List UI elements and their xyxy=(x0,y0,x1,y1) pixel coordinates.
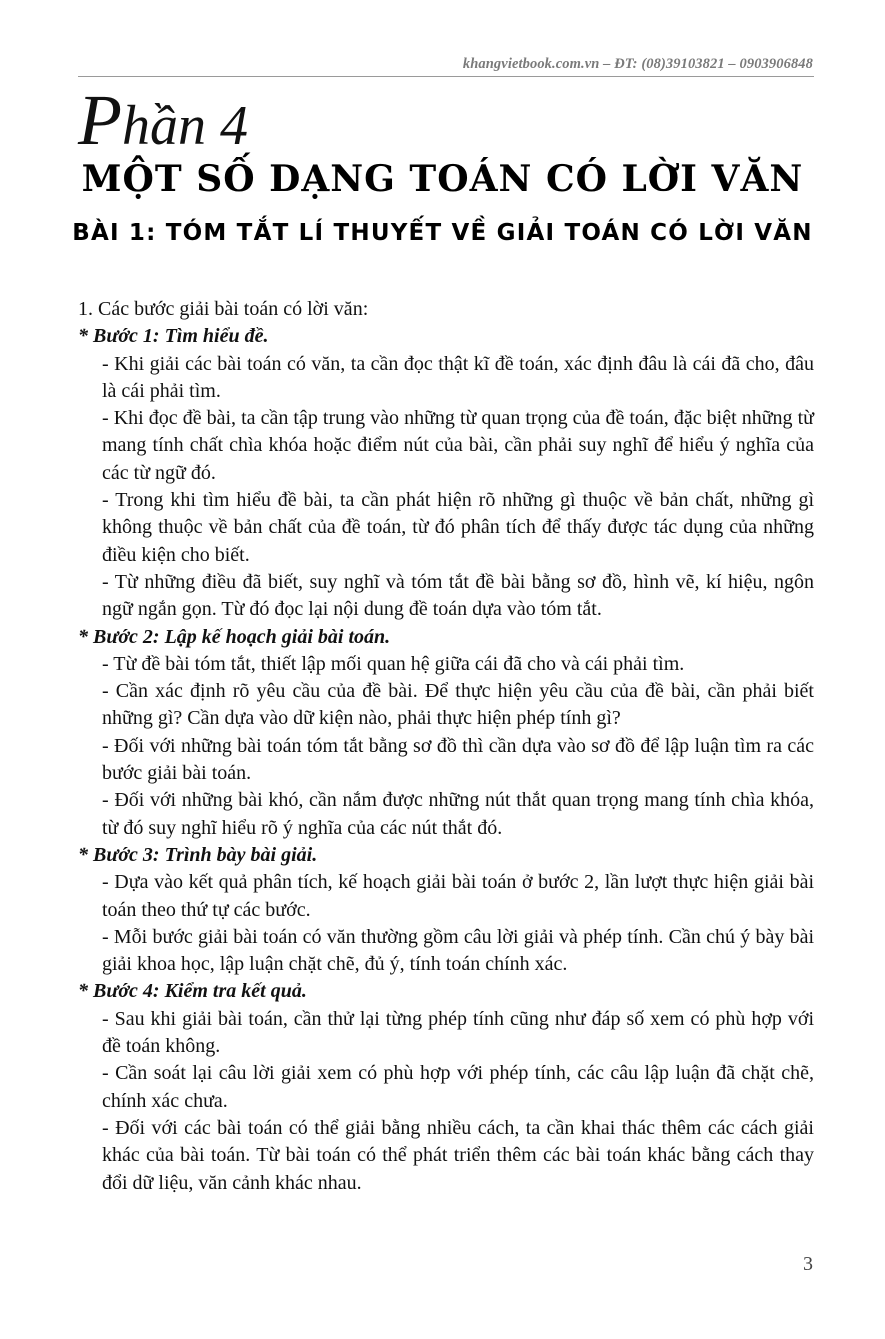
step-4-paragraph: - Sau khi giải bài toán, cần thử lại từng phép tính cũng như đáp số xem có phù hợp với đề toán không. xyxy=(102,1007,814,1058)
step-3-paragraph: - Mỗi bước giải bài toán có văn thường gồm câu lời giải và phép tính. Cần chú ý bày bài giải khoa học, lập luận chặt chẽ, đủ ý, tính toán chính xác. xyxy=(102,925,814,976)
running-header: khangvietbook.com.vn – ĐT: (08)39103821 – 0903906848 xyxy=(462,56,813,72)
step-2-paragraph: - Từ đề bài tóm tắt, thiết lập mối quan hệ giữa cái đã cho và cái phải tìm. xyxy=(102,652,685,675)
step-3-title: * Bước 3: Trình bày bài giải. xyxy=(78,843,318,866)
step-4-title: * Bước 4: Kiểm tra kết quả. xyxy=(78,980,307,1003)
step-1-paragraph: - Khi đọc đề bài, ta cần tập trung vào những từ quan trọng của đề toán, đặc biệt những từ mang tính chất chìa khóa hoặc điểm nút của bài, cần phải suy nghĩ để hiểu ý nghĩa của các từ ngữ đó. xyxy=(102,407,814,484)
part-title-rest: hần 4 xyxy=(121,95,248,157)
step-2-paragraph: - Đối với những bài khó, cần nắm được những nút thắt quan trọng mang tính chìa khóa, từ đó suy nghĩ hiểu rõ ý nghĩa của các nút thắt đó. xyxy=(102,789,814,839)
step-3-paragraph: - Dựa vào kết quả phân tích, kế hoạch giải bài toán ở bước 2, lần lượt thực hiện giải bài toán theo thứ tự các bước. xyxy=(102,871,814,921)
step-1-paragraph: - Trong khi tìm hiểu đề bài, ta cần phát hiện rõ những gì thuộc về bản chất, những gì không thuộc về bản chất của đề toán, từ đó phân tích để thấy được tác dụng của những điều kiện cho biết. xyxy=(102,489,814,566)
step-2-paragraph: - Cần xác định rõ yêu cầu của đề bài. Để thực hiện yêu cầu của đề bài, cần phải biết những gì? Cần dựa vào dữ kiện nào, phải thực hiện phép tính gì? xyxy=(102,680,814,730)
part-title-initial: P xyxy=(78,80,122,160)
body-content xyxy=(78,296,814,1197)
page-number: 3 xyxy=(803,1253,813,1275)
step-1-paragraph: - Khi giải các bài toán có văn, ta cần đọc thật kĩ đề toán, xác định đâu là cái đã cho, đâu là cái phải tìm. xyxy=(102,352,814,402)
chapter-title: MỘT SỐ DẠNG TOÁN CÓ LỜI VĂN xyxy=(81,158,804,200)
step-2-paragraph: - Đối với những bài toán tóm tắt bằng sơ đồ thì cần dựa vào sơ đồ để lập luận tìm ra các bước giải bài toán. xyxy=(102,734,814,785)
part-title xyxy=(78,80,248,160)
section-heading: 1. Các bước giải bài toán có lời văn: xyxy=(78,298,369,320)
step-4-paragraph: - Cần soát lại câu lời giải xem có phù hợp với phép tính, các câu lập luận đã chặt chẽ, chính xác chưa. xyxy=(102,1062,814,1112)
header-rule xyxy=(78,76,814,77)
lesson-title: BÀI 1: TÓM TẮT LÍ THUYẾT VỀ GIẢI TOÁN CÓ LỜI VĂN xyxy=(72,220,813,246)
step-1-paragraph: - Từ những điều đã biết, suy nghĩ và tóm tắt đề bài bằng sơ đồ, hình vẽ, kí hiệu, ngôn ngữ ngắn gọn. Từ đó đọc lại nội dung đề toán dựa vào tóm tắt. xyxy=(102,570,814,621)
step-2-title: * Bước 2: Lập kế hoạch giải bài toán. xyxy=(78,625,391,648)
step-1-title: * Bước 1: Tìm hiểu đề. xyxy=(78,325,269,348)
step-4-paragraph: - Đối với các bài toán có thể giải bằng nhiều cách, ta cần khai thác thêm các cách giải khác của bài toán. Từ bài toán có thể phát triển thêm các bài toán khác bằng cách thay đổi dữ liệu, văn cảnh khác nhau. xyxy=(102,1116,814,1194)
